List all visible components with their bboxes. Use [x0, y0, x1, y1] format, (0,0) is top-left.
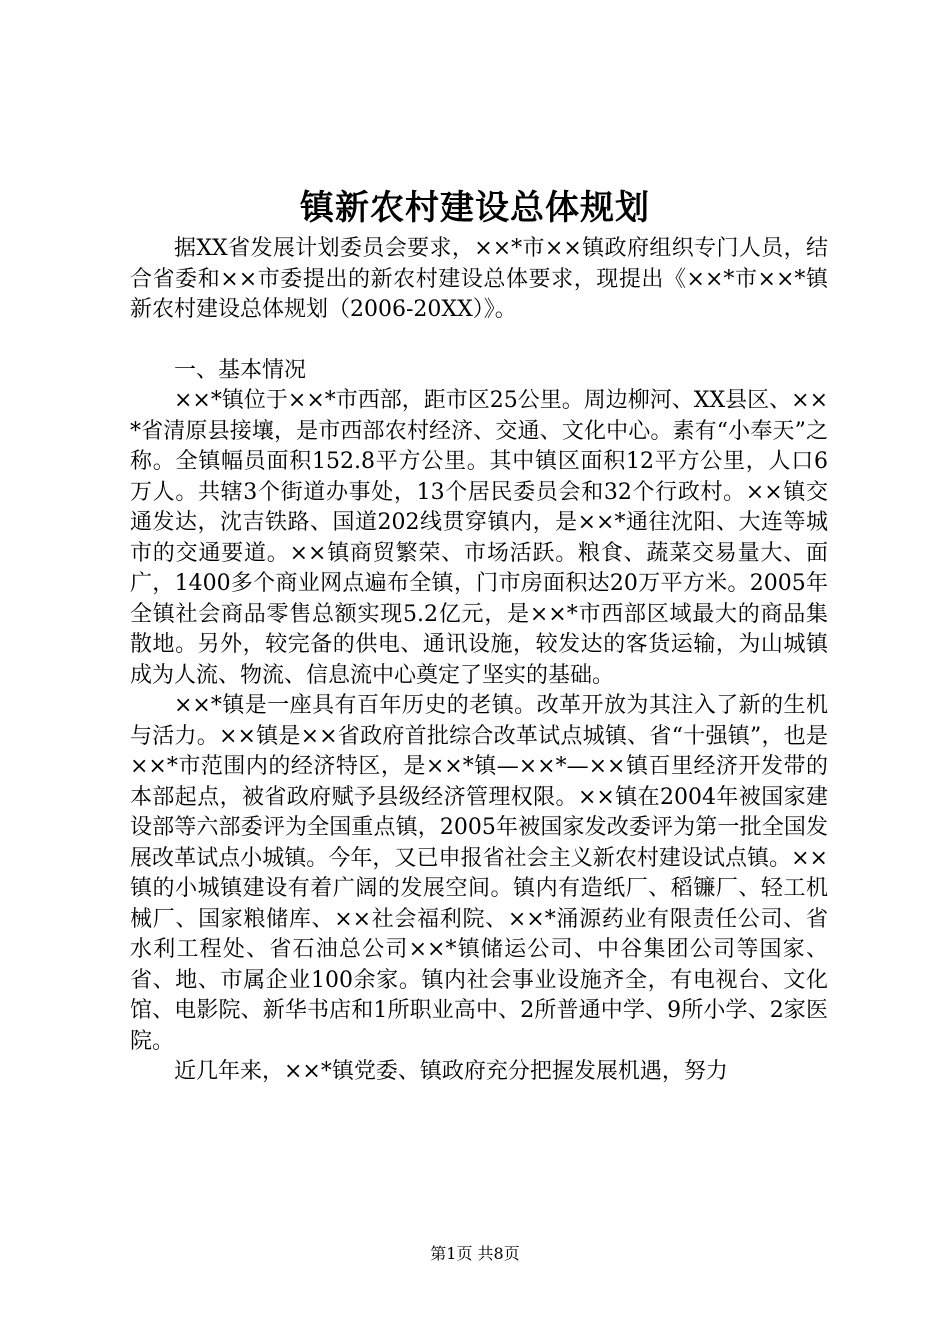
paragraph-recent-years: 近几年来，××*镇党委、镇政府充分把握发展机遇，努力	[174, 1059, 728, 1084]
paragraph-location: ××*镇位于××*市西部，距市区25公里。周边柳河、XX县区、××*省清原县接壤，是市西部农村经济、交通、文化中心。素有“小奉天”之称。全镇幅员面积152.8平方公里。其中镇区面积12平方公里，人口6万人。共辖3个街道办事处，13个居民委员会和32个行政村。××镇交通发达，沈吉铁路、国道202线贯穿镇内，是××*通往沈阳、大连等城市的交通要道。××镇商贸繁荣、市场活跃。粮食、蔬菜交易量大、面广，1400多个商业网点遍布全镇，门市房面积达20万平方米。2005年全镇社会商品零售总额实现5.2亿元，是××*市西部区域最大的商品集散地。另外，较完备的供电、通讯设施，较发达的客货运输，为山城镇成为人流、物流、信息流中心奠定了坚实的基础。	[130, 388, 828, 688]
paragraph-intro: 据XX省发展计划委员会要求，××*市××镇政府组织专门人员，结合省委和××市委提出的新农村建设总体要求，现提出《××*市××*镇新农村建设总体规划（2006-20XX）》。	[130, 236, 828, 322]
paragraph-history: ××*镇是一座具有百年历史的老镇。改革开放为其注入了新的生机与活力。××镇是××省政府首批综合改革试点城镇、省“十强镇”，也是××*市范围内的经济特区，是××*镇—××*—××镇百里经济开发带的本部起点，被省政府赋予县级经济管理权限。××镇在2004年被国家建设部等六部委评为全国重点镇，2005年被国家发改委评为第一批全国发展改革试点小城镇。今年，又已申报省社会主义新农村建设试点镇。××镇的小城镇建设有着广阔的发展空间。镇内有造纸厂、稻镰厂、轻工机械厂、国家粮储库、××社会福利院、××*涌源药业有限责任公司、省水利工程处、省石油总公司××*镇储运公司、中谷集团公司等国家、省、地、市属企业100余家。镇内社会事业设施齐全，有电视台、文化馆、电影院、新华书店和1所职业高中、2所普通中学、9所小学、2家医院。	[130, 693, 828, 1054]
section-heading-basic-info: 一、基本情况	[174, 357, 307, 383]
document-body	[130, 234, 828, 1088]
document-title: 镇新农村建设总体规划	[300, 188, 650, 228]
page-footer: 第1页 共8页	[430, 1244, 520, 1263]
